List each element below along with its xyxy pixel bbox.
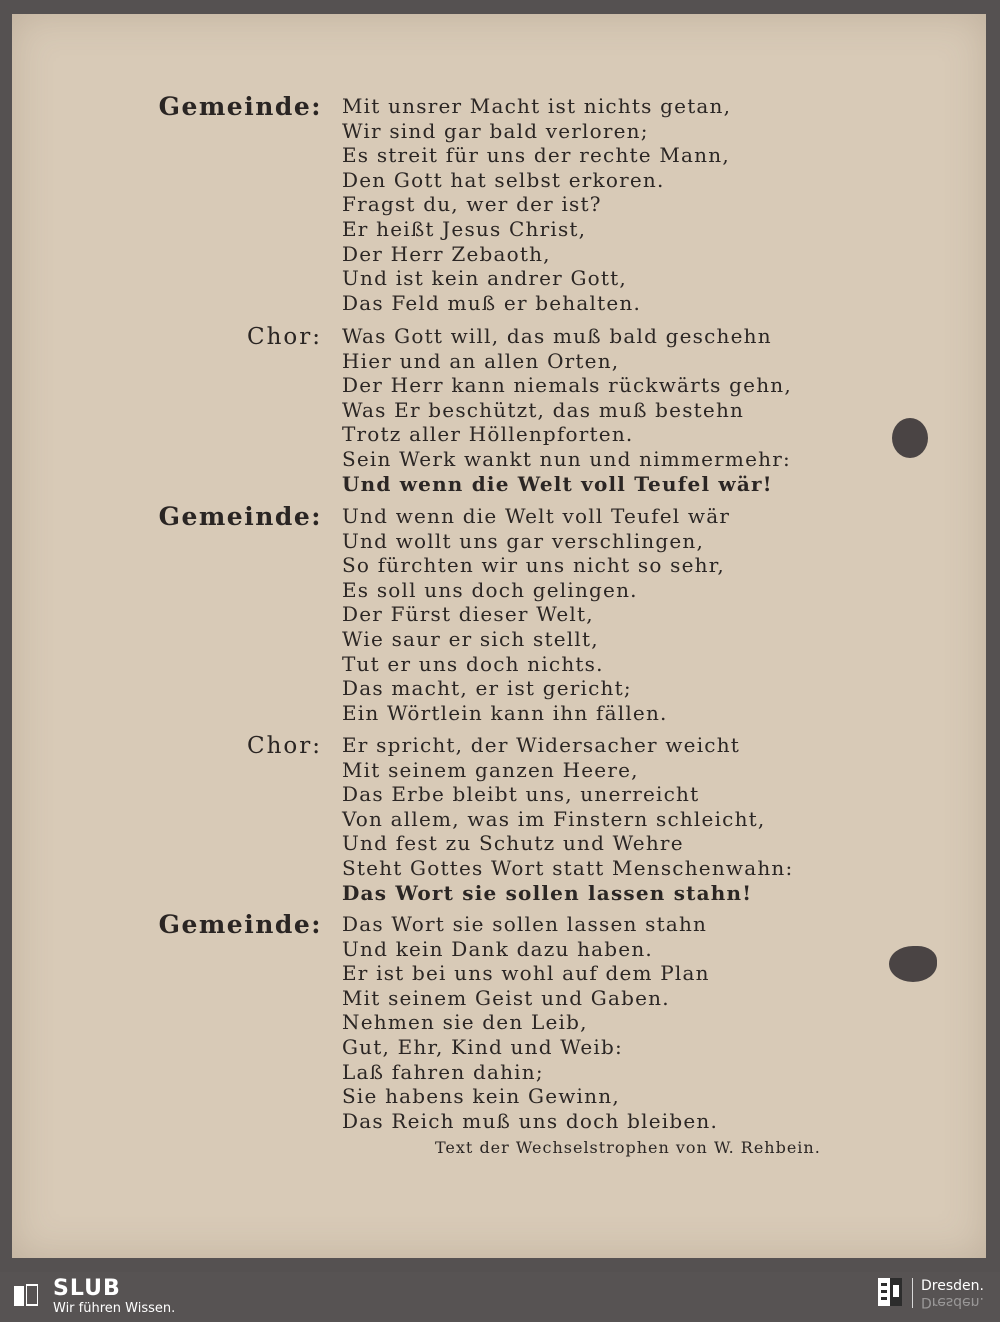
verse-line: Es streit für uns der rechte Mann, (342, 143, 730, 168)
verse-line-refrain: Das Wort sie sollen lassen stahn! (342, 880, 753, 905)
verse-lines (342, 324, 792, 496)
slub-logo-icon[interactable] (12, 1282, 40, 1310)
author-credit: Text der Wechselstrophen von W. Rehbein. (435, 1138, 821, 1157)
verse-line: Wie saur er sich stellt, (342, 626, 599, 651)
verse-line: Von allem, was im Finstern schleicht, (342, 806, 766, 831)
verse-line: Fragst du, wer der ist? (342, 192, 602, 217)
ink-blot (892, 418, 928, 458)
verse-line: Das macht, er ist gericht; (342, 676, 632, 701)
speaker-label: Chor: (246, 324, 322, 350)
verse-line: Laß fahren dahin; (342, 1059, 544, 1084)
verse-line: Der Herr Zebaoth, (342, 241, 551, 266)
verse-line: Das Feld muß er behalten. (342, 290, 642, 315)
verse-line: Steht Gottes Wort statt Menschenwahn: (342, 855, 794, 880)
verse-line: Der Fürst dieser Welt, (342, 602, 594, 627)
verse-line: Mit seinem ganzen Heere, (342, 757, 639, 782)
verse-line: Was Er beschützt, das muß bestehn (342, 397, 745, 422)
verse-line: Sie habens kein Gewinn, (342, 1084, 620, 1109)
brand-name[interactable]: SLUB (53, 1276, 121, 1301)
verse-line: Gut, Ehr, Kind und Weib: (342, 1034, 623, 1059)
verse-line: Er spricht, der Widersacher weicht (342, 733, 741, 757)
verse-line: Nehmen sie den Leib, (342, 1010, 588, 1035)
verse-line: Trotz aller Höllenpforten. (342, 422, 634, 447)
speaker-label: Gemeinde: (158, 502, 322, 531)
verse-line: Es soll uns doch gelingen. (342, 577, 638, 602)
verse-line: Mit seinem Geist und Gaben. (342, 985, 670, 1010)
footer-bar (0, 1272, 1000, 1322)
verse-line: Was Gott will, das muß bald geschehn (342, 324, 772, 348)
verse-line: Und wollt uns gar verschlingen, (342, 528, 705, 553)
brand-tagline: Wir führen Wissen. (53, 1301, 176, 1316)
verse-line: So fürchten wir uns nicht so sehr, (342, 553, 725, 578)
verse-line: Hier und an allen Orten, (342, 348, 620, 373)
verse-line: Ein Wörtlein kann ihn fällen. (342, 700, 668, 725)
city-name[interactable]: Dresden. (921, 1278, 984, 1294)
verse-line: Das Wort sie sollen lassen stahn (342, 912, 708, 936)
ink-blot (889, 946, 937, 982)
verse-line: Mit unsrer Macht ist nichts getan, (342, 94, 732, 118)
verse-line: Wir sind gar bald verloren; (342, 118, 649, 143)
verse-line: Das Erbe bleibt uns, unerreicht (342, 782, 700, 807)
verse-lines (342, 733, 793, 905)
city-crest-icon[interactable] (877, 1277, 903, 1307)
verse-line: Den Gott hat selbst erkoren. (342, 167, 665, 192)
verse-line: Und wenn die Welt voll Teufel wär (342, 504, 731, 528)
document-page (12, 14, 986, 1258)
verse-line: Sein Werk wankt nun und nimmermehr: (342, 446, 791, 471)
divider (912, 1278, 913, 1308)
verse-line: Und fest zu Schutz und Wehre (342, 831, 684, 856)
speaker-label: Chor: (246, 733, 322, 759)
verse-line: Tut er uns doch nichts. (342, 651, 604, 676)
verse-lines (342, 912, 718, 1133)
verse-lines (342, 504, 730, 725)
verse-lines (342, 94, 731, 315)
verse-line: Und kein Dank dazu haben. (342, 936, 653, 961)
verse-line-refrain: Und wenn die Welt voll Teufel wär! (342, 471, 773, 496)
verse-line: Der Herr kann niemals rückwärts gehn, (342, 373, 792, 398)
speaker-label: Gemeinde: (158, 910, 322, 939)
verse-line: Das Reich muß uns doch bleiben. (342, 1108, 719, 1133)
speaker-label: Gemeinde: (158, 92, 322, 121)
verse-line: Er ist bei uns wohl auf dem Plan (342, 961, 710, 986)
verse-line: Er heißt Jesus Christ, (342, 216, 587, 241)
verse-line: Und ist kein andrer Gott, (342, 266, 627, 291)
city-name-reflection: Dresden. (921, 1294, 984, 1310)
